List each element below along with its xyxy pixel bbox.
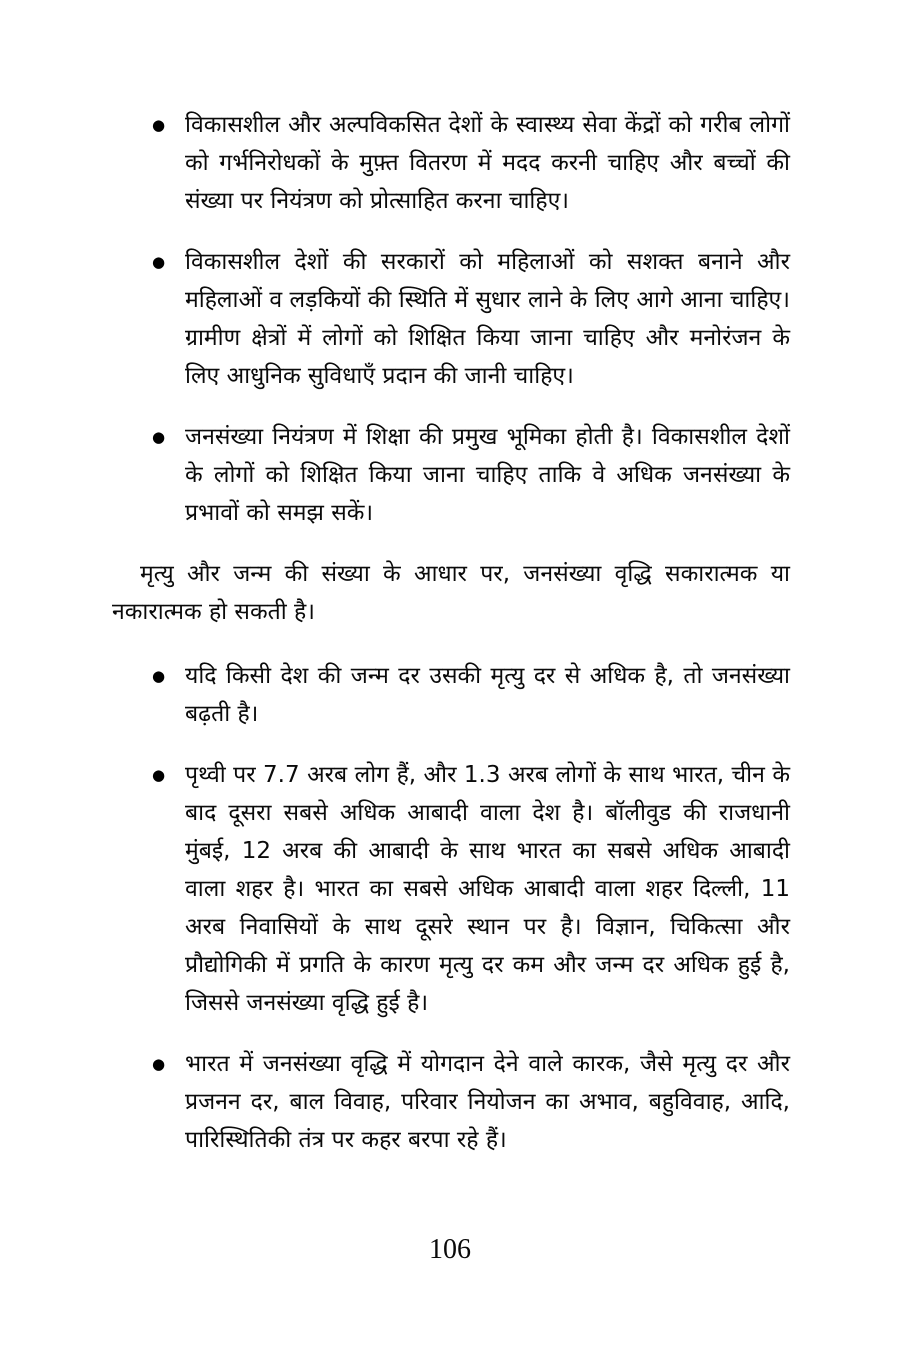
bullet-icon: ● — [152, 116, 166, 134]
bullet-list-top — [112, 106, 790, 532]
paragraph: मृत्यु और जन्म की संख्या के आधार पर, जनसंख्या वृद्धि सकारात्मक या नकारात्मक हो सकती है। — [112, 561, 790, 625]
page-number: 106 — [429, 1234, 471, 1265]
bullet-item-text: पृथ्वी पर 7.7 अरब लोग हैं, और 1.3 अरब लोगों के साथ भारत, चीन के बाद दूसरा सबसे अधिक आबादी वाला देश है। बॉलीवुड की राजधानी मुंबई, 12 अरब की आबादी के साथ भारत का सबसे अधिक आबादी वाला शहर है। भारत का सबसे अधिक आबादी वाला शहर दिल्ली, 11 अरब निवासियों के साथ दूसरे स्थान पर है। विज्ञान, चिकित्सा और प्रौद्योगिकी में प्रगति के कारण मृत्यु दर कम और जन्म दर अधिक हुई है, जिससे जनसंख्या वृद्धि हुई है। — [185, 762, 790, 1016]
text-block — [112, 106, 790, 1182]
bullet-icon: ● — [152, 253, 166, 271]
bullet-icon: ● — [152, 428, 166, 446]
bullet-item-text: विकासशील देशों की सरकारों को महिलाओं को सशक्त बनाने और महिलाओं व लड़कियों की स्थिति में सुधार लाने के लिए आगे आना चाहिए। ग्रामीण क्षेत्रों में लोगों को शिक्षित किया जाना चाहिए और मनोरंजन के लिए आधुनिक सुविधाएँ प्रदान की जानी चाहिए। — [185, 249, 790, 389]
bullet-item-text: भारत में जनसंख्या वृद्धि में योगदान देने वाले कारक, जैसे मृत्यु दर और प्रजनन दर, बाल विवाह, परिवार नियोजन का अभाव, बहुविवाह, आदि, पारिस्थितिकी तंत्र पर कहर बरपा रहे हैं। — [185, 1051, 790, 1153]
bullet-item-text: जनसंख्या नियंत्रण में शिक्षा की प्रमुख भूमिका होती है। विकासशील देशों के लोगों को शिक्षित किया जाना चाहिए ताकि वे अधिक जनसंख्या के प्रभावों को समझ सकें। — [185, 424, 790, 526]
bullet-icon: ● — [152, 766, 166, 784]
bullet-icon: ● — [152, 667, 166, 685]
list-item — [112, 243, 790, 395]
bullet-list-bottom — [112, 657, 790, 1159]
list-item — [112, 106, 790, 220]
list-item — [112, 657, 790, 733]
list-item — [112, 756, 790, 1022]
bullet-icon: ● — [152, 1055, 166, 1073]
list-item — [112, 418, 790, 532]
list-item — [112, 1045, 790, 1159]
bullet-item-text: विकासशील और अल्पविकसित देशों के स्वास्थ्य सेवा केंद्रों को गरीब लोगों को गर्भनिरोधकों के मुफ़्त वितरण में मदद करनी चाहिए और बच्चों की संख्या पर नियंत्रण को प्रोत्साहित करना चाहिए। — [185, 112, 790, 214]
bullet-item-text: यदि किसी देश की जन्म दर उसकी मृत्यु दर से अधिक है, तो जनसंख्या बढ़ती है। — [185, 663, 790, 727]
